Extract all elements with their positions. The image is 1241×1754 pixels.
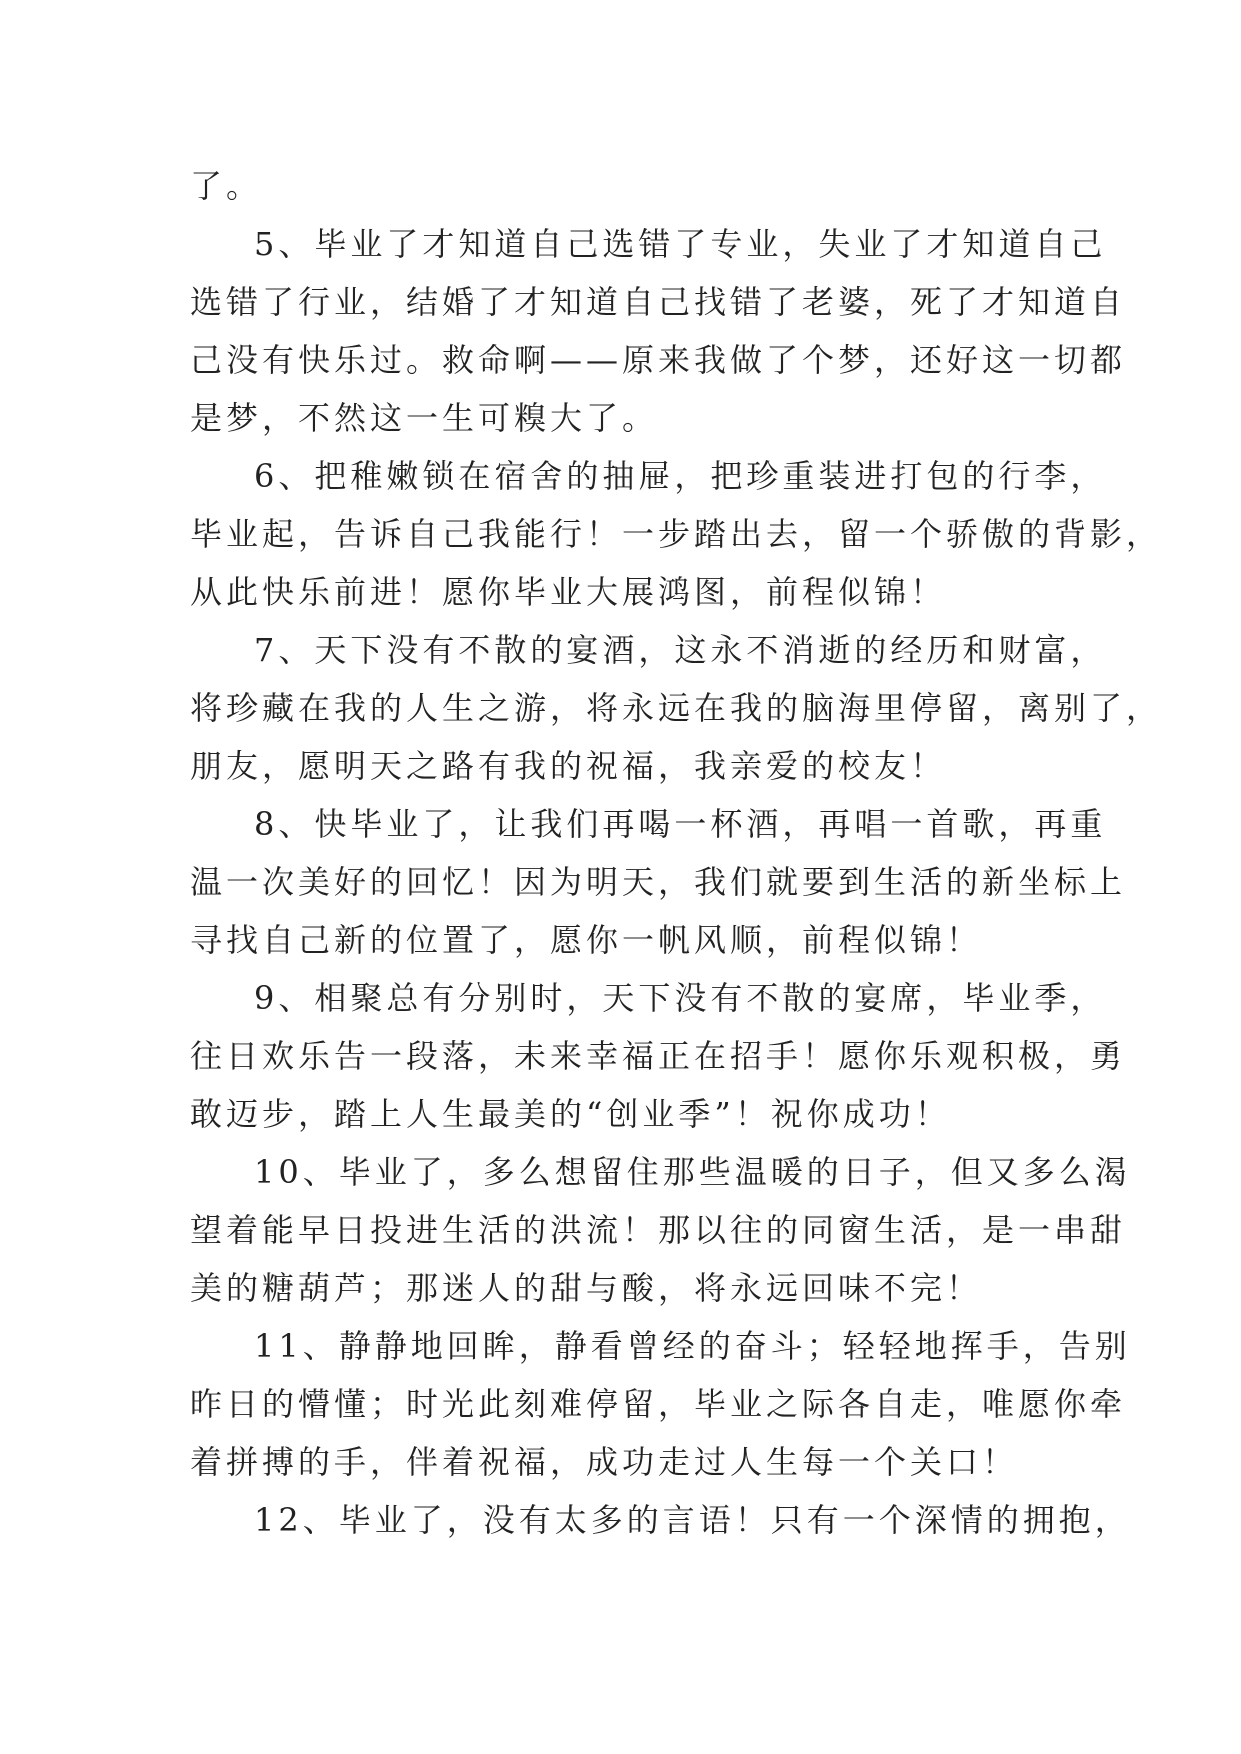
paragraph-12-start: 12、毕业了，没有太多的言语！只有一个深情的拥抱， (254, 1501, 1131, 1539)
text-line: 温一次美好的回忆！因为明天，我们就要到生活的新坐标上 (190, 863, 1127, 901)
text-line: 了。 (190, 167, 263, 205)
paragraph-11-start: 11、静静地回眸，静看曾经的奋斗；轻轻地挥手，告别 (254, 1327, 1131, 1365)
paragraph-6-start: 6、把稚嫩锁在宿舍的抽屉，把珍重装进打包的行李， (254, 457, 1107, 495)
text-line: 选错了行业，结婚了才知道自己找错了老婆，死了才知道自 (190, 283, 1127, 321)
text-line: 寻找自己新的位置了，愿你一帆风顺，前程似锦！ (190, 921, 983, 959)
text-line: 毕业起，告诉自己我能行！一步踏出去，留一个骄傲的背影， (190, 515, 1163, 553)
text-line: 将珍藏在我的人生之游，将永远在我的脑海里停留，离别了， (190, 689, 1163, 727)
text-line: 望着能早日投进生活的洪流！那以往的同窗生活，是一串甜 (190, 1211, 1127, 1249)
text-line: 昨日的懵懂；时光此刻难停留，毕业之际各自走，唯愿你牵 (190, 1385, 1127, 1423)
paragraph-7-start: 7、天下没有不散的宴酒，这永不消逝的经历和财富， (254, 631, 1107, 669)
document-body (190, 157, 1163, 1549)
text-line: 朋友，愿明天之路有我的祝福，我亲爱的校友！ (190, 747, 947, 785)
paragraph-5-start: 5、毕业了才知道自己选错了专业，失业了才知道自己 (254, 225, 1107, 263)
text-line: 往日欢乐告一段落，未来幸福正在招手！愿你乐观积极，勇 (190, 1037, 1127, 1075)
text-line: 是梦，不然这一生可糗大了。 (190, 399, 659, 437)
text-line: 从此快乐前进！愿你毕业大展鸿图，前程似锦！ (190, 573, 947, 611)
paragraph-8-start: 8、快毕业了，让我们再喝一杯酒，再唱一首歌，再重 (254, 805, 1107, 843)
paragraph-9-start: 9、相聚总有分别时，天下没有不散的宴席，毕业季， (254, 979, 1107, 1017)
text-line: 敢迈步，踏上人生最美的“创业季”！祝你成功！ (190, 1095, 951, 1133)
text-line: 己没有快乐过。救命啊——原来我做了个梦，还好这一切都 (190, 341, 1127, 379)
text-line: 美的糖葫芦；那迷人的甜与酸，将永远回味不完！ (190, 1269, 983, 1307)
paragraph-10-start: 10、毕业了，多么想留住那些温暖的日子，但又多么渴 (254, 1153, 1131, 1191)
text-line: 着拼搏的手，伴着祝福，成功走过人生每一个关口！ (190, 1443, 1019, 1481)
